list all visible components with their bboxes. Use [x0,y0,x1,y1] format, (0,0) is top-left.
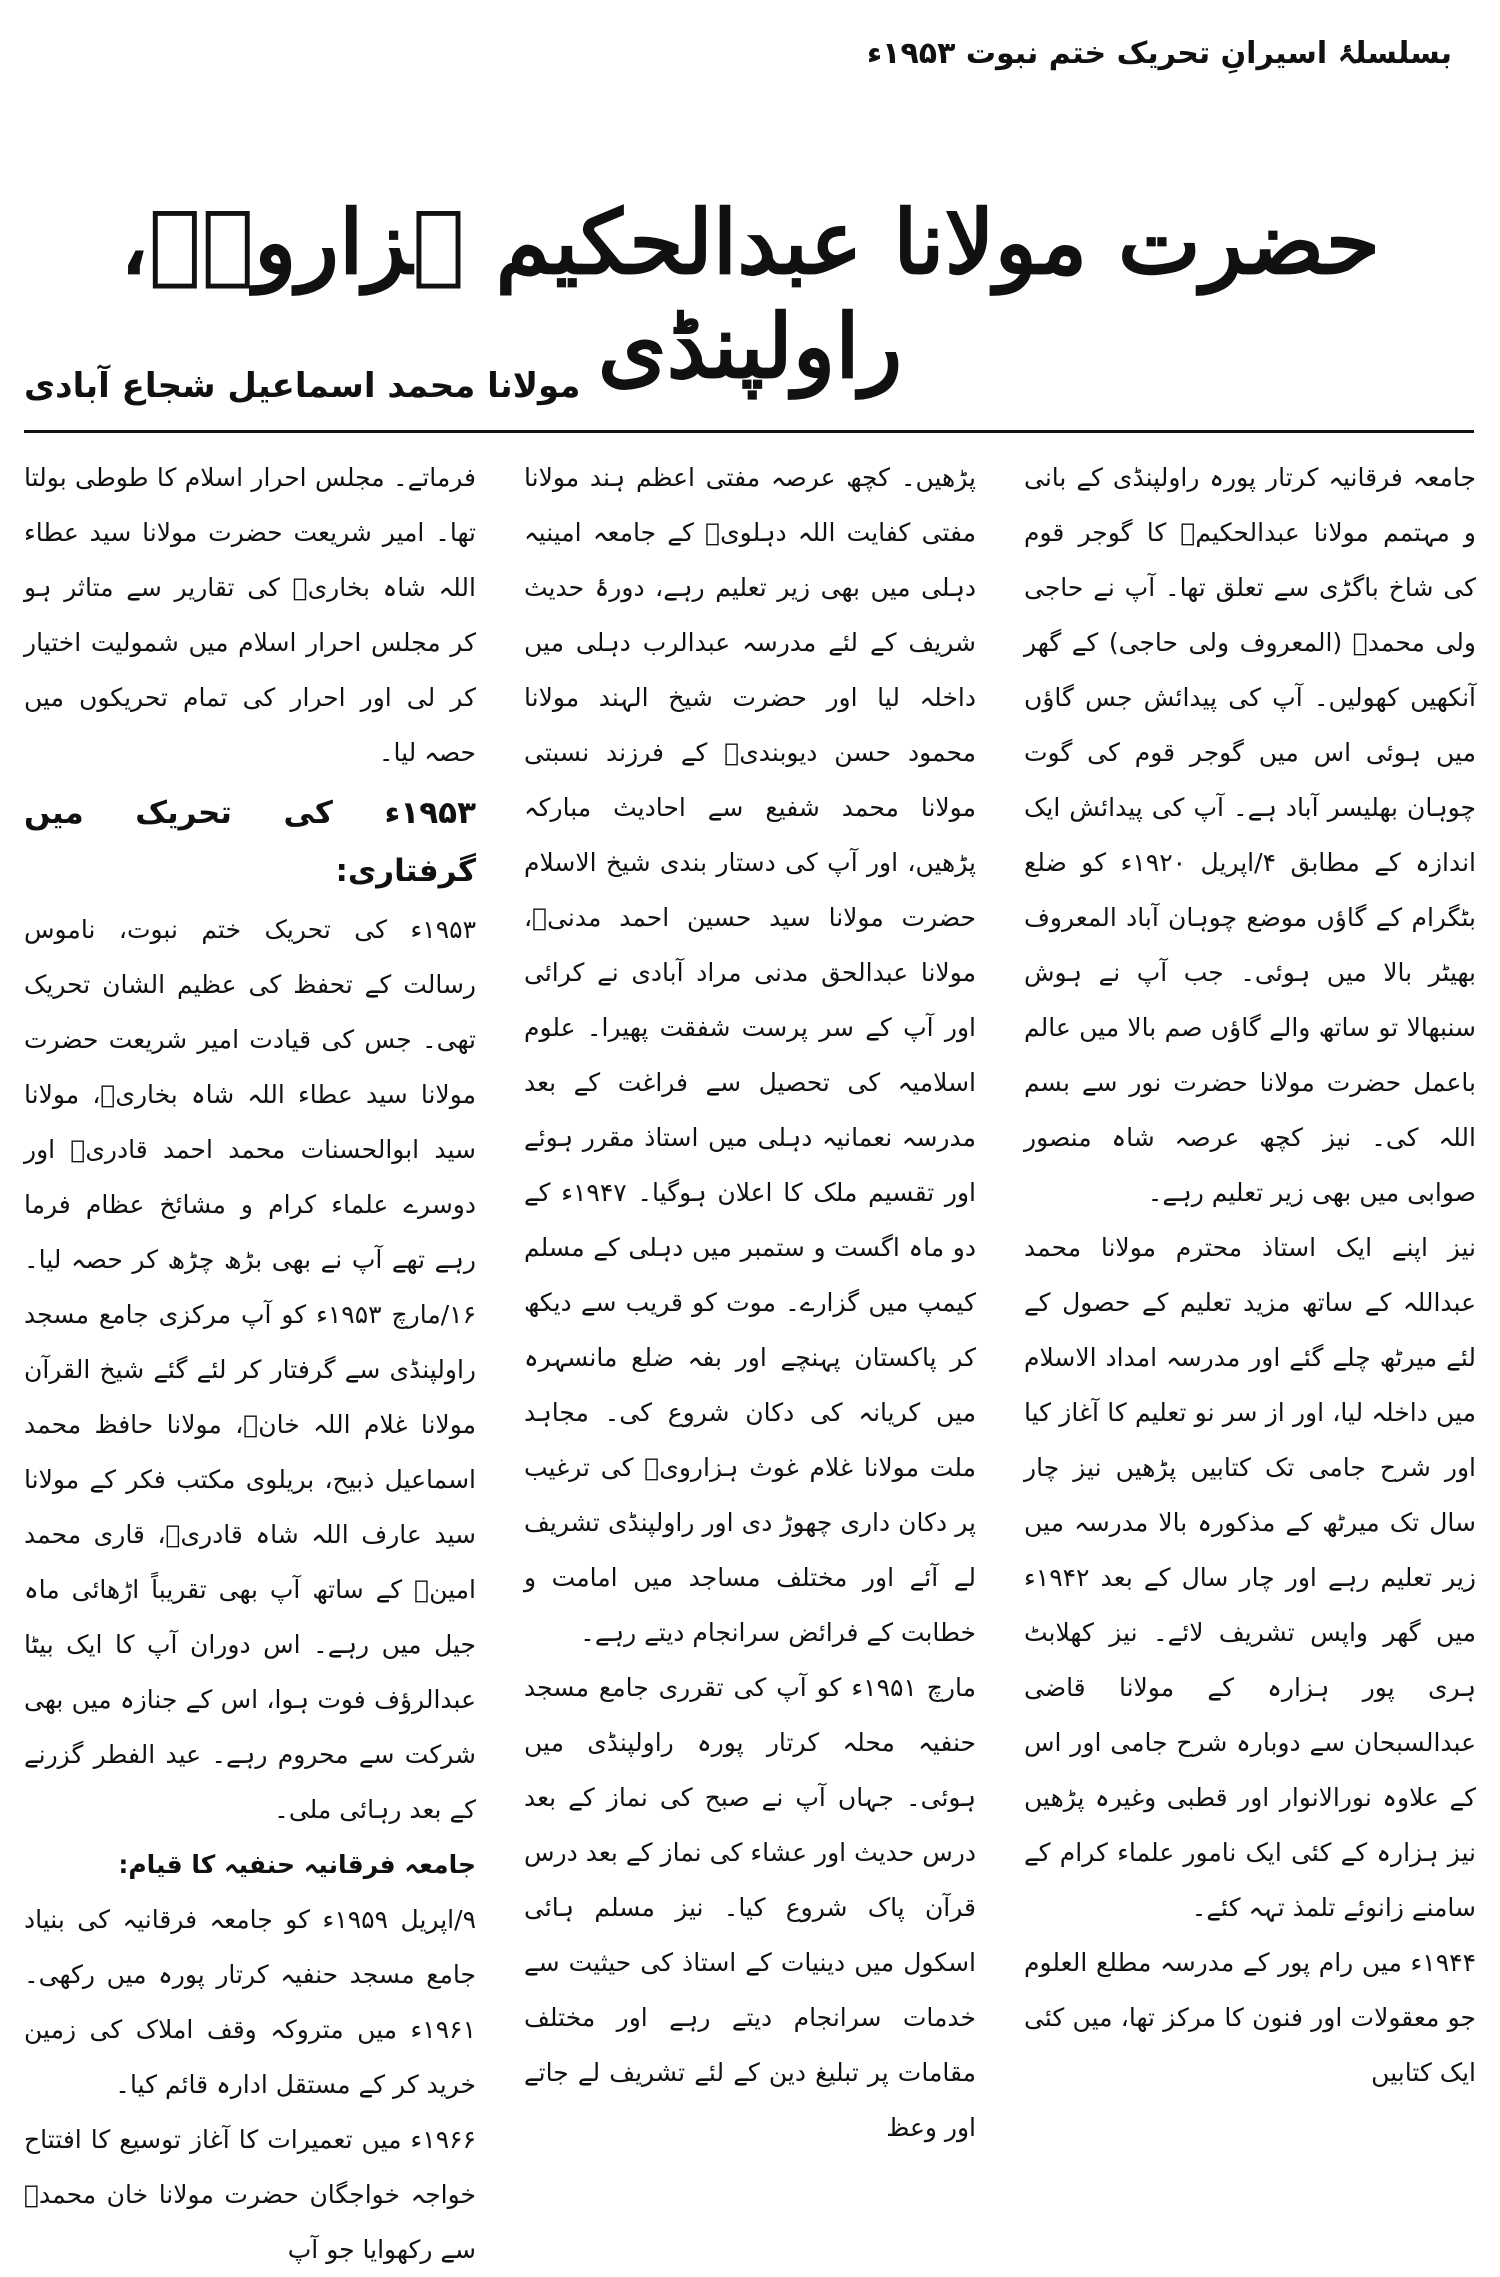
author-byline: مولانا محمد اسماعیل شجاع آبادی [24,366,581,406]
section-heading: ۱۹۵۳ء کی تحریک میں گرفتاری: [24,795,476,889]
series-header: بسلسلۂ اسیرانِ تحریک ختم نبوت ۱۹۵۳ء [866,36,1452,71]
paragraph: ۹/اپریل ۱۹۵۹ء کو جامعہ فرقانیہ کی بنیاد جامع مسجد حنفیہ کرتار پورہ میں رکھی۔ ۱۹۶۱ء میں متروکہ وقف املاک کی زمین خرید کر کے مستقل ادارہ قائم کیا۔ [24,1905,476,2099]
paragraph: پڑھیں۔ کچھ عرصہ مفتی اعظم ہند مولانا مفتی کفایت اللہ دہلویؒ کے جامعہ امینیہ دہلی میں بھی زیر تعلیم رہے، دورۂ حدیث شریف کے لئے مدرسہ عبدالرب دہلی میں داخلہ لیا اور حضرت شیخ الہند مولانا محمود حسن دیوبندیؒ کے فرزند نسبتی مولانا محمد شفیع سے احادیث مبارکہ پڑھیں، اور آپ کی دستار بندی شیخ الاسلام حضرت مولانا سید حسین احمد مدنیؒ، مولانا عبدالحق مدنی مراد آبادی نے کرائی اور آپ کے سر پرست شفقت پھیرا۔ علوم اسلامیہ کی تحصیل سے فراغت کے بعد مدرسہ نعمانیہ دہلی میں استاذ مقرر ہوئے اور تقسیم ملک کا اعلان ہوگیا۔ ۱۹۴۷ء کے دو ماہ اگست و ستمبر میں دہلی کے مسلم کیمپ میں گزارے۔ موت کو قریب سے دیکھ کر پاکستان پہنچے اور بفہ ضلع مانسہرہ میں کریانہ کی دکان شروع کی۔ مجاہد ملت مولانا غلام غوث ہزارویؒ کی ترغیب پر دکان داری چھوڑ دی اور راولپنڈی تشریف لے آئے اور مختلف مساجد میں امامت و خطابت کے فرائض سرانجام دیتے رہے۔ [524,463,976,1647]
paragraph: ۱۹۴۴ء میں رام پور کے مدرسہ مطلع العلوم جو معقولات اور فنون کا مرکز تھا، میں کئی ایک کتابیں [1024,1948,1476,2087]
paragraph: نیز اپنے ایک استاذ محترم مولانا محمد عبداللہ کے ساتھ مزید تعلیم کے حصول کے لئے میرٹھ چلے گئے اور مدرسہ امداد الاسلام میں داخلہ لیا، اور از سر نو تعلیم کا آغاز کیا اور شرح جامی تک کتابیں پڑھیں نیز چار سال تک میرٹھ کے مذکورہ بالا مدرسہ میں زیر تعلیم رہے اور چار سال کے بعد ۱۹۴۲ء میں گھر واپس تشریف لائے۔ نیز کھلابٹ ہری پور ہزارہ کے مولانا قاضی عبدالسبحان سے دوبارہ شرح جامی اور اس کے علاوہ نورالانوار اور قطبی وغیرہ پڑھیں نیز ہزارہ کے کئی ایک نامور علماء کرام کے سامنے زانوئے تلمذ تہہ کئے۔ [1024,1233,1476,1922]
header-rule [24,430,1474,433]
paragraph: فرماتے۔ مجلس احرار اسلام کا طوطی بولتا تھا۔ امیر شریعت حضرت مولانا سید عطاء اللہ شاہ بخاریؒ کی تقاریر سے متاثر ہو کر مجلس احرار اسلام میں شمولیت اختیار کر لی اور احرار کی تمام تحریکوں میں حصہ لیا۔ [24,463,476,767]
article-column-2 [524,450,976,2180]
paragraph: ۱۹۵۳ء کی تحریک ختم نبوت، ناموس رسالت کے تحفظ کی عظیم الشان تحریک تھی۔ جس کی قیادت امیر شریعت حضرت مولانا سید عطاء اللہ شاہ بخاریؒ، مولانا سید ابوالحسنات محمد احمد قادریؒ اور دوسرے علماء کرام و مشائخ عظام فرما رہے تھے آپ نے بھی بڑھ چڑھ کر حصہ لیا۔ ۱۶/مارچ ۱۹۵۳ء کو آپ مرکزی جامع مسجد راولپنڈی سے گرفتار کر لئے گئے شیخ القرآن مولانا غلام اللہ خانؒ، مولانا حافظ محمد اسماعیل ذبیح، بریلوی مکتب فکر کے مولانا سید عارف اللہ شاہ قادریؒ، قاری محمد امینؒ کے ساتھ آپ بھی تقریباً اڑھائی ماہ جیل میں رہے۔ اس دوران آپ کا ایک بیٹا عبدالرؤف فوت ہوا، اس کے جنازہ میں بھی شرکت سے محروم رہے۔ عید الفطر گزرنے کے بعد رہائی ملی۔ [24,915,476,1824]
section-subheading: جامعہ فرقانیہ حنفیہ کا قیام: [118,1850,476,1879]
article-column-3 [24,450,476,2264]
paragraph: ۱۹۶۶ء میں تعمیرات کا آغاز توسیع کا افتتاح خواجہ خواجگان حضرت مولانا خان محمدؒ سے رکھوایا جو آپ [24,2125,476,2264]
paragraph: مارچ ۱۹۵۱ء کو آپ کی تقرری جامع مسجد حنفیہ محلہ کرتار پورہ راولپنڈی میں ہوئی۔ جہاں آپ نے صبح کی نماز کے بعد درس حدیث اور عشاء کی نماز کے بعد درس قرآن پاک شروع کیا۔ نیز مسلم ہائی اسکول میں دینیات کے استاذ کی حیثیت سے خدمات سرانجام دیتے رہے اور مختلف مقامات پر تبلیغ دین کے لئے تشریف لے جاتے اور وعظ [524,1673,977,2142]
paragraph: جامعہ فرقانیہ کرتار پورہ راولپنڈی کے بانی و مہتمم مولانا عبدالحکیمؒ کا گوجر قوم کی شاخ باگڑی سے تعلق تھا۔ آپ نے حاجی ولی محمدؒ (المعروف ولی حاجی) کے گھر آنکھیں کھولیں۔ آپ کی پیدائش جس گاؤں میں ہوئی اس میں گوجر قوم کی گوت چوہان بھلیسر آباد ہے۔ آپ کی پیدائش ایک اندازہ کے مطابق ۴/اپریل ۱۹۲۰ء کو ضلع بٹگرام کے گاؤں موضع چوہان آباد المعروف بھیٹر بالا میں ہوئی۔ جب آپ نے ہوش سنبھالا تو ساتھ والے گاؤں صم بالا میں عالم باعمل حضرت مولانا حضرت نور سے بسم اللہ کی۔ نیز کچھ عرصہ شاہ منصور صوابی میں بھی زیر تعلیم رہے۔ [1024,463,1476,1207]
article-column-1 [1024,450,1476,2180]
article-title: حضرت مولانا عبدالحکیم ہزارویؒ، راولپنڈی [120,190,1380,398]
